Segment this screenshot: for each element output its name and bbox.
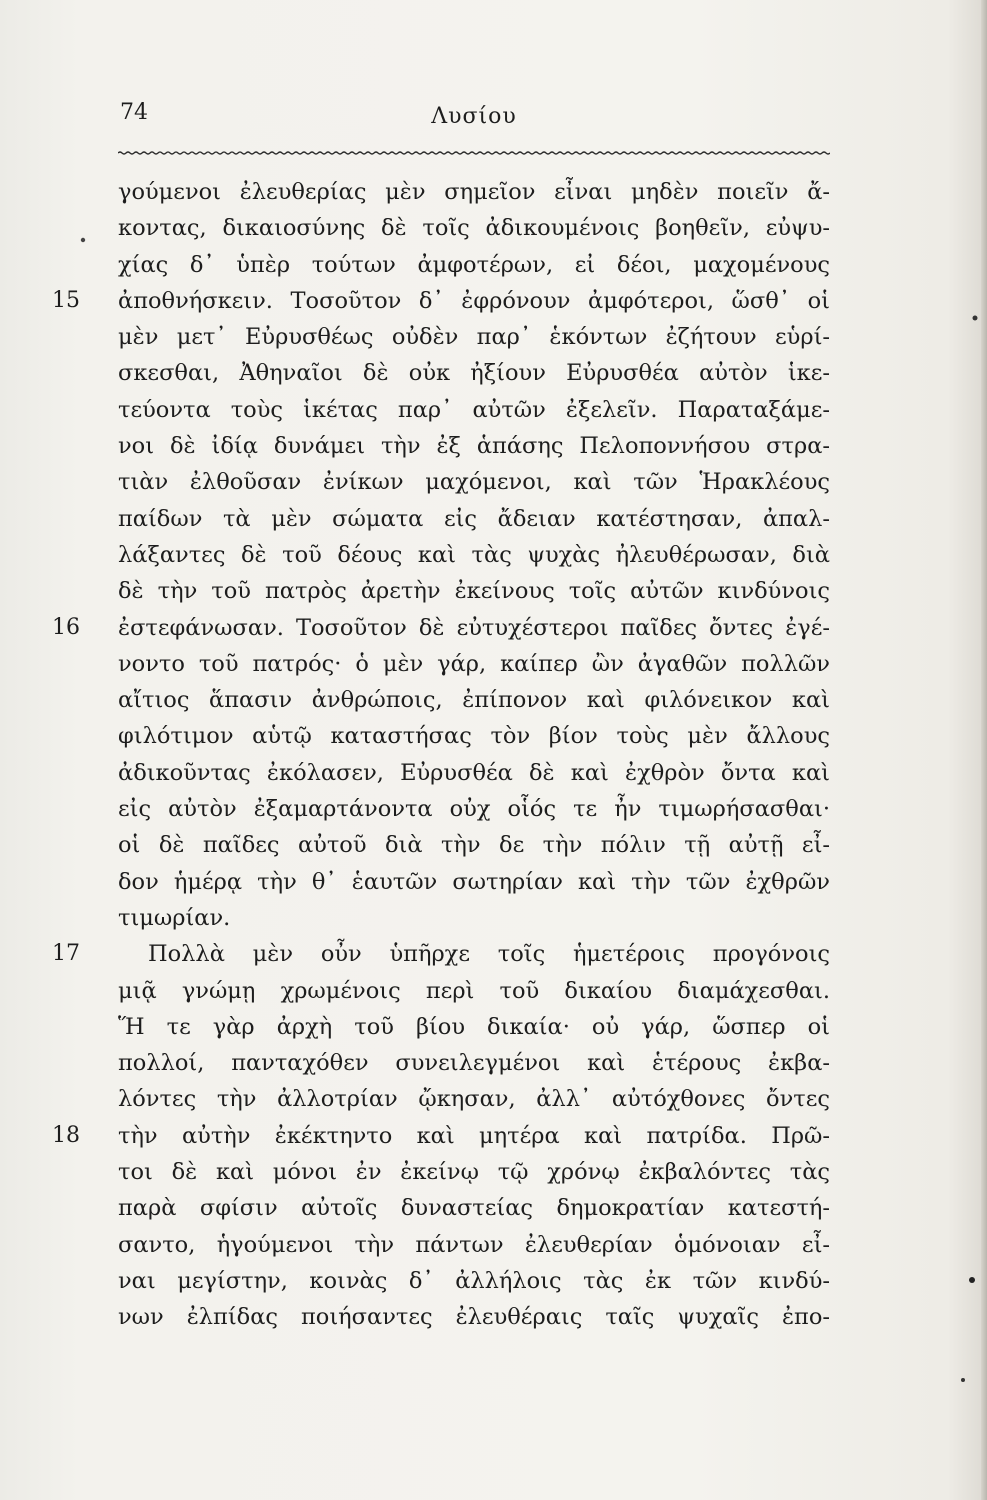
line-text: νοι δὲ ἰδίᾳ δυνάμει τὴν ἐξ ἁπάσης Πελοποννήσου στρα-: [118, 433, 830, 460]
text-line: [118, 464, 830, 500]
text-line: [52, 1118, 830, 1154]
ink-speck: [961, 1378, 965, 1382]
line-text: φιλότιμον αὑτῷ καταστήσας τὸν βίον τοὺς μὲν ἄλλους: [118, 723, 830, 750]
text-line: [118, 428, 830, 464]
body-text: [52, 174, 830, 1336]
text-line: [118, 646, 830, 682]
line-text: μὲν μετ᾽ Εὐρυσθέως οὐδὲν παρ᾽ ἑκόντων ἐζήτουν εὑρί-: [118, 324, 830, 351]
line-text: εἰς αὐτὸν ἐξαμαρτάνοντα οὐχ οἷός τε ἦν τιμωρήσασθαι·: [118, 796, 830, 823]
line-text: τεύοντα τοὺς ἱκέτας παρ᾽ αὐτῶν ἐξελεῖν. Παραταξάμε-: [118, 396, 830, 423]
line-text: παρὰ σφίσιν αὐτοῖς δυναστείας δημοκρατίαν κατεστή-: [118, 1195, 830, 1222]
text-line: [118, 827, 830, 863]
text-line: [52, 283, 830, 319]
text-line: [118, 355, 830, 391]
text-line: [118, 682, 830, 718]
running-head: Λυσίου: [431, 104, 517, 129]
text-line: [52, 936, 830, 972]
section-number: 16: [52, 614, 80, 640]
line-text: τιμωρίαν.: [118, 904, 231, 931]
line-text: λάξαντες δὲ τοῦ δέους καὶ τὰς ψυχὰς ἠλευθέρωσαν, διὰ: [118, 541, 830, 568]
text-line: [118, 247, 830, 283]
ink-speck: [973, 316, 978, 321]
line-text: ἀποθνήσκειν. Τοσοῦτον δ᾽ ἐφρόνουν ἀμφότεροι, ὥσθ᾽ οἱ: [118, 287, 830, 314]
text-line: [118, 1263, 830, 1299]
text-line: [118, 973, 830, 1009]
line-text: δὲ τὴν τοῦ πατρὸς ἀρετὴν ἐκείνους τοῖς αὐτῶν κινδύνοις: [118, 578, 830, 605]
line-text: ἀδικοῦντας ἐκόλασεν, Εὐρυσθέα δὲ καὶ ἐχθρὸν ὄντα καὶ: [118, 759, 830, 786]
text-line: [118, 1154, 830, 1190]
line-text: Πολλὰ μὲν οὖν ὑπῆρχε τοῖς ἡμετέροις προγόνοις: [148, 941, 830, 968]
text-line: [118, 537, 830, 573]
text-line: [118, 392, 830, 428]
text-line: [118, 1227, 830, 1263]
text-line: [118, 501, 830, 537]
text-line: [52, 610, 830, 646]
text-line: [118, 319, 830, 355]
page-number: 74: [120, 100, 148, 125]
section-number: 17: [52, 941, 80, 967]
text-line: [118, 791, 830, 827]
line-text: δον ἡμέρᾳ τὴν θ᾽ ἑαυτῶν σωτηρίαν καὶ τὴν τῶν ἐχθρῶν: [118, 868, 830, 895]
text-line: [118, 864, 830, 900]
line-text: τοι δὲ καὶ μόνοι ἐν ἐκείνῳ τῷ χρόνῳ ἐκβαλόντες τὰς: [118, 1159, 830, 1186]
line-text: πολλοί, πανταχόθεν συνειλεγμένοι καὶ ἑτέρους ἐκβα-: [118, 1050, 830, 1077]
header-rule: [118, 150, 830, 156]
line-text: ἐστεφάνωσαν. Τοσοῦτον δὲ εὐτυχέστεροι παῖδες ὄντες ἐγέ-: [118, 614, 830, 641]
line-text: κοντας, δικαιοσύνης δὲ τοῖς ἀδικουμένοις βοηθεῖν, εὐψυ-: [118, 215, 830, 242]
line-text: οἱ δὲ παῖδες αὐτοῦ διὰ τὴν δε τὴν πόλιν τῇ αὐτῇ εἶ-: [118, 832, 830, 859]
line-text: Ἥ τε γὰρ ἀρχὴ τοῦ βίου δικαία· οὐ γάρ, ὥσπερ οἱ: [118, 1013, 830, 1040]
text-line: [118, 755, 830, 791]
section-number: 15: [52, 287, 80, 313]
page-edge-shadow: [981, 0, 987, 1500]
line-text: μιᾷ γνώμῃ χρωμένοις περὶ τοῦ δικαίου διαμάχεσθαι.: [118, 977, 830, 1004]
line-text: σαντο, ἡγούμενοι τὴν πάντων ἐλευθερίαν ὁμόνοιαν εἶ-: [118, 1231, 830, 1258]
section-number: 18: [52, 1122, 80, 1148]
text-line: [118, 1081, 830, 1117]
line-text: τιὰν ἐλθοῦσαν ἐνίκων μαχόμενοι, καὶ τῶν Ἡρακλέους: [118, 469, 830, 496]
text-line: [118, 1190, 830, 1226]
ink-speck: [81, 238, 85, 242]
text-line: [118, 210, 830, 246]
text-line: [118, 718, 830, 754]
line-text: τὴν αὐτὴν ἐκέκτηντο καὶ μητέρα καὶ πατρίδα. Πρῶ-: [118, 1122, 830, 1149]
line-text: λόντες τὴν ἀλλοτρίαν ᾤκησαν, ἀλλ᾽ αὐτόχθονες ὄντες: [118, 1086, 830, 1113]
line-text: γούμενοι ἐλευθερίας μὲν σημεῖον εἶναι μηδὲν ποιεῖν ἄ-: [118, 179, 830, 205]
line-text: νων ἐλπίδας ποιήσαντες ἐλευθέραις ταῖς ψυχαῖς ἐπο-: [118, 1304, 830, 1331]
page-header: [118, 96, 830, 136]
ink-speck: [969, 1277, 975, 1283]
text-line: [118, 900, 830, 936]
line-text: σκεσθαι, Ἀθηναῖοι δὲ οὐκ ἠξίουν Εὐρυσθέα αὐτὸν ἱκε-: [118, 360, 830, 387]
text-line: [118, 1009, 830, 1045]
line-text: ναι μεγίστην, κοινὰς δ᾽ ἀλλήλοις τὰς ἐκ τῶν κινδύ-: [118, 1267, 830, 1294]
line-text: αἴτιος ἅπασιν ἀνθρώποις, ἐπίπονον καὶ φιλόνεικον καὶ: [118, 687, 830, 714]
line-text: χίας δ᾽ ὑπὲρ τούτων ἀμφοτέρων, εἰ δέοι, μαχομένους: [118, 251, 830, 278]
text-line: [118, 573, 830, 609]
text-line: [118, 1299, 830, 1335]
text-line: [118, 174, 830, 210]
line-text: νοντο τοῦ πατρός· ὁ μὲν γάρ, καίπερ ὢν ἀγαθῶν πολλῶν: [118, 650, 830, 677]
line-text: παίδων τὰ μὲν σώματα εἰς ἄδειαν κατέστησαν, ἀπαλ-: [118, 505, 830, 532]
text-line: [118, 1045, 830, 1081]
